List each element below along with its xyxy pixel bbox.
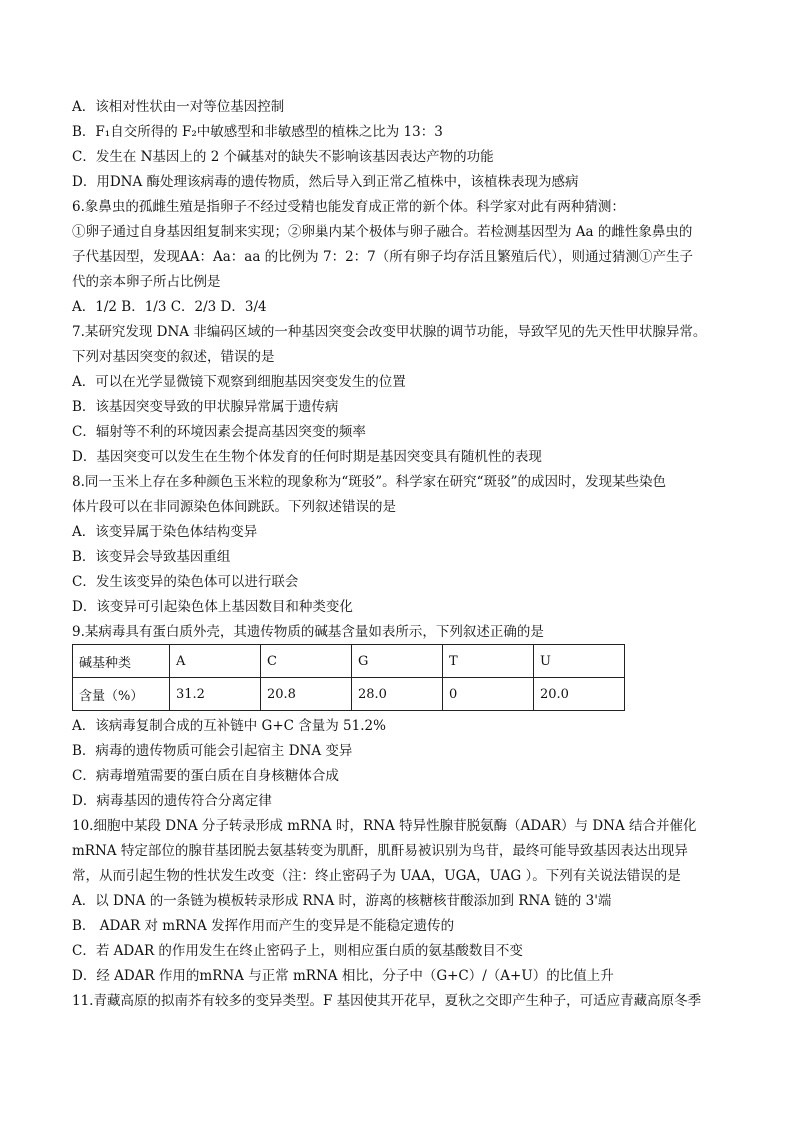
q9-option-c: C．病毒增殖需要的蛋白质在自身核糖体合成 <box>72 768 339 784</box>
q7-option-b: B．该基因突变导致的甲状腺异常属于遗传病 <box>72 399 339 415</box>
q5-option-a: A．该相对性状由一对等位基因控制 <box>72 99 285 115</box>
q6-stem-line-3: 子代基因型，发现AA：Aa：aa 的比例为 7：2：7（所有卵子均存活且繁殖后代），则通过猜测①产生子 <box>72 249 693 265</box>
table-cell: U <box>534 645 625 678</box>
q7-option-d: D．基因突变可以发生在生物个体发育的任何时期是基因突变具有随机性的表现 <box>72 449 542 465</box>
table-cell: G <box>352 645 443 678</box>
table-cell: 碱基种类 <box>73 645 170 678</box>
q7-stem-line-2: 下列对基因突变的叙述，错误的是 <box>72 349 275 365</box>
table-cell: 28.0 <box>352 678 443 711</box>
q7-stem-line-1: 7.某研究发现 DNA 非编码区域的一种基因突变会改变甲状腺的调节功能，导致罕见的先天性甲状腺异常。 <box>72 324 707 340</box>
table-cell: 20.8 <box>261 678 352 711</box>
q9-option-a: A．该病毒复制合成的互补链中 G+C 含量为 51.2% <box>72 718 386 734</box>
q6-stem-line-4: 代的亲本卵子所占比例是 <box>72 274 221 290</box>
q10-option-a: A．以 DNA 的一条链为模板转录形成 RNA 时，游离的核糖核苷酸添加到 RNA 链的 3'端 <box>72 893 612 909</box>
q9-option-b: B．病毒的遗传物质可能会引起宿主 DNA 变异 <box>72 743 353 759</box>
table-cell: A <box>170 645 261 678</box>
base-content-table <box>72 644 625 711</box>
q6-stem-line-2: ①卵子通过自身基因组复制来实现；②卵巢内某个极体与卵子融合。若检测基因型为 Aa 的雌性象鼻虫的 <box>72 224 693 240</box>
q10-option-c: C．若 ADAR 的作用发生在终止密码子上，则相应蛋白质的氨基酸数目不变 <box>72 943 523 959</box>
table-cell: 0 <box>443 678 534 711</box>
q10-stem-line-2: mRNA 特定部位的腺苷基团脱去氨基转变为肌酐，肌酐易被识别为鸟苷，最终可能导致基因表达出现异 <box>72 843 688 859</box>
q8-option-d: D．该变异可引起染色体上基因数目和种类变化 <box>72 599 353 615</box>
table-row <box>73 645 625 678</box>
table-cell: 20.0 <box>534 678 625 711</box>
table-cell: C <box>261 645 352 678</box>
table-cell: 31.2 <box>170 678 261 711</box>
q9-stem: 9.某病毒具有蛋白质外壳，其遗传物质的碱基含量如表所示，下列叙述正确的是 <box>72 624 544 640</box>
q11-stem-line-1: 11.青藏高原的拟南芥有较多的变异类型。F 基因使其开花早，夏秋之交即产生种子，可适应青藏高原冬季 <box>72 993 702 1009</box>
q10-option-b: B． ADAR 对 mRNA 发挥作用而产生的变异是不能稳定遗传的 <box>72 918 455 934</box>
table-cell: T <box>443 645 534 678</box>
q5-option-b: B．F₁自交所得的 F₂中敏感型和非敏感型的植株之比为 13：3 <box>72 124 443 140</box>
q8-option-c: C．发生该变异的染色体可以进行联会 <box>72 574 299 590</box>
q6-stem-line-1: 6.象鼻虫的孤雌生殖是指卵子不经过受精也能发育成正常的新个体。科学家对此有两种猜测： <box>72 199 625 215</box>
table-row <box>73 678 625 711</box>
q9-option-d: D．病毒基因的遗传符合分离定律 <box>72 793 272 809</box>
q8-option-b: B．该变异会导致基因重组 <box>72 549 231 565</box>
q5-option-d: D．用DNA 酶处理该病毒的遗传物质，然后导入到正常乙植株中，该植株表现为感病 <box>72 174 579 190</box>
q6-options: A．1/2 B．1/3 C．2/3 D．3/4 <box>72 299 267 315</box>
q7-option-a: A．可以在光学显微镜下观察到细胞基因突变发生的位置 <box>72 374 406 390</box>
q5-option-c: C．发生在 N基因上的 2 个碱基对的缺失不影响该基因表达产物的功能 <box>72 149 494 165</box>
q10-option-d: D．经 ADAR 作用的mRNA 与正常 mRNA 相比，分子中（G+C）/（A+U）的比值上升 <box>72 968 614 984</box>
q8-stem-line-1: 8.同一玉米上存在多种颜色玉米粒的现象称为“斑驳”。科学家在研究“斑驳”的成因时，发现某些染色 <box>72 474 666 490</box>
q10-stem-line-3: 常，从而引起生物的性状发生改变（注：终止密码子为 UAA，UGA，UAG ）。下列有关说法错误的是 <box>72 868 681 884</box>
q8-option-a: A．该变异属于染色体结构变异 <box>72 524 258 540</box>
q7-option-c: C．辐射等不利的环境因素会提高基因突变的频率 <box>72 424 366 440</box>
q10-stem-line-1: 10.细胞中某段 DNA 分子转录形成 mRNA 时，RNA 特异性腺苷脱氨酶（ADAR）与 DNA 结合并催化 <box>72 818 697 834</box>
q8-stem-line-2: 体片段可以在非同源染色体间跳跃。下列叙述错误的是 <box>72 499 396 515</box>
table-cell: 含量（%） <box>73 678 170 711</box>
